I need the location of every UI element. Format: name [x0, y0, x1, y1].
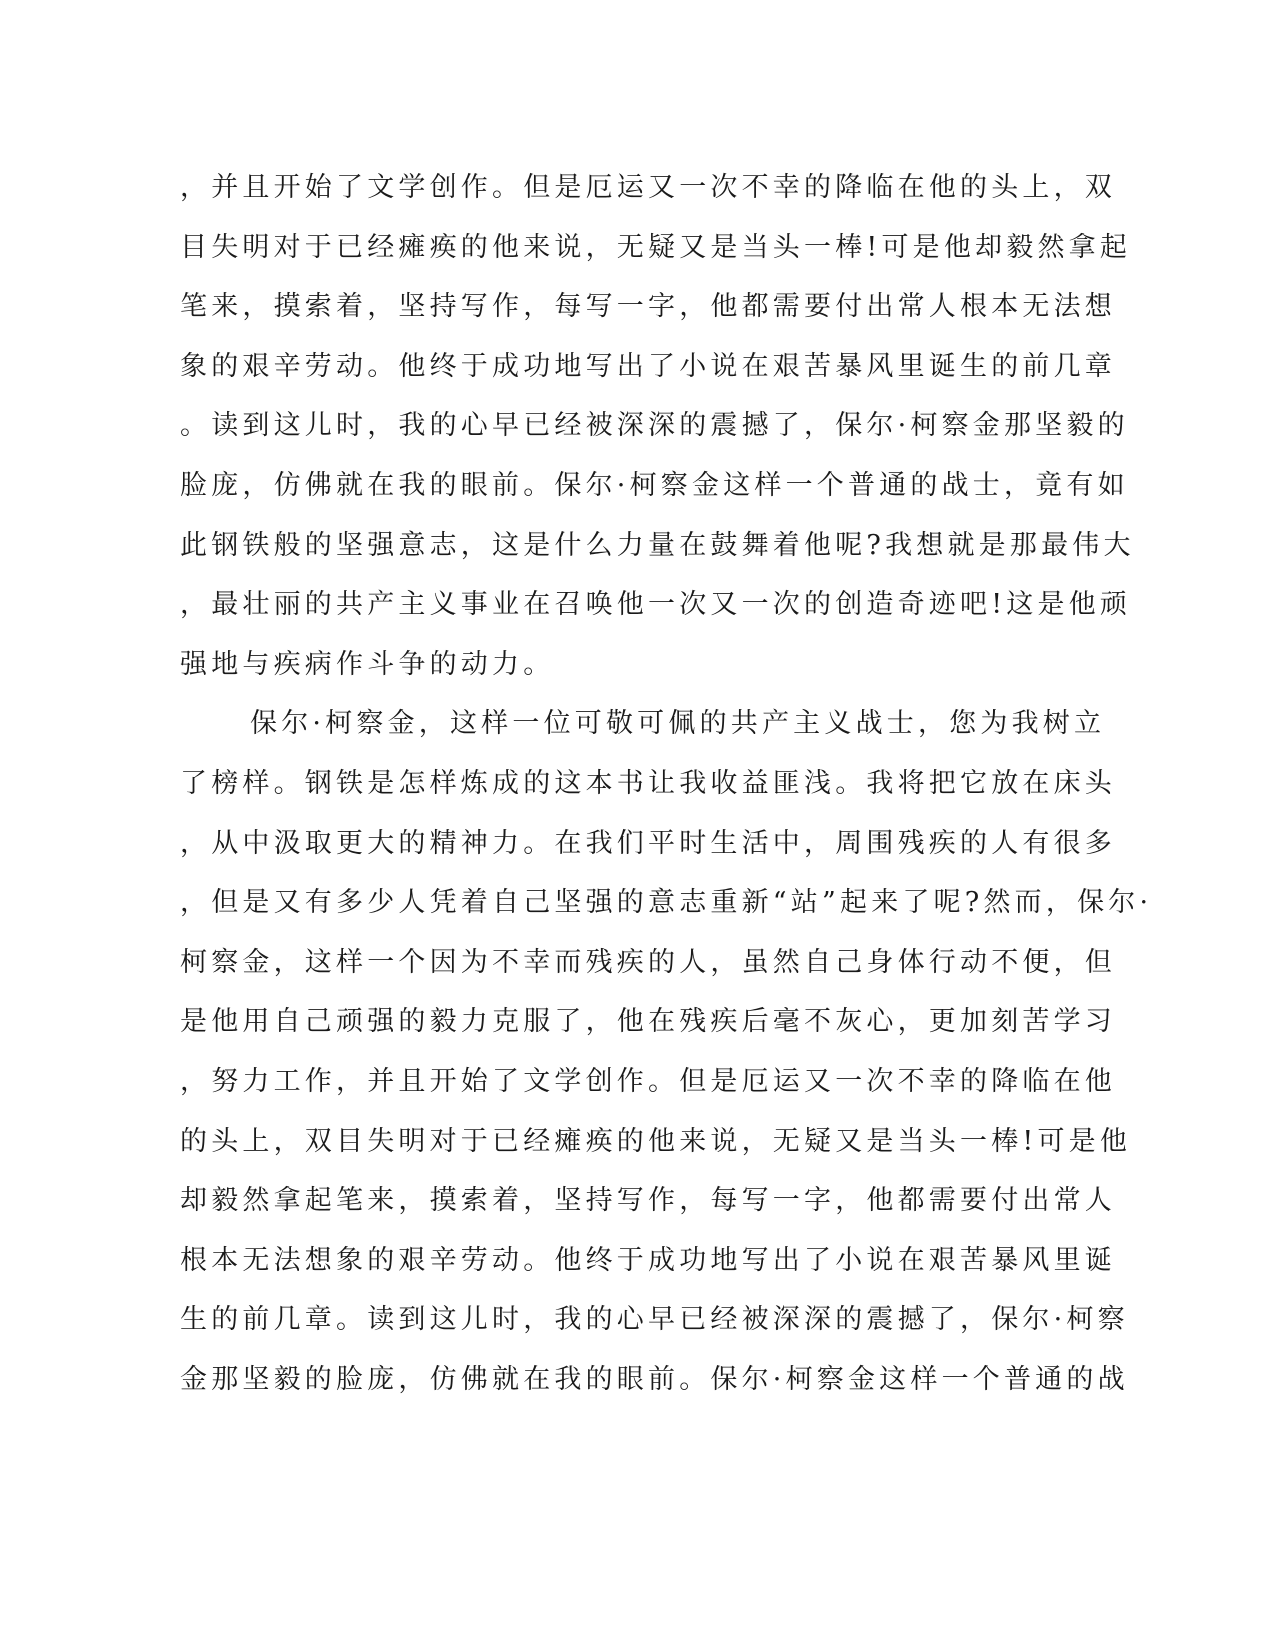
text-line: 是他用自己顽强的毅力克服了，他在残疾后毫不灰心，更加刻苦学习: [180, 1006, 1116, 1038]
text-line: 象的艰辛劳动。他终于成功地写出了小说在艰苦暴风里诞生的前几章: [180, 350, 1116, 382]
text-line: 生的前几章。读到这儿时，我的心早已经被深深的震撼了，保尔·柯察: [180, 1304, 1129, 1336]
text-line: 却毅然拿起笔来，摸索着，坚持写作，每写一字，他都需要付出常人: [180, 1185, 1116, 1217]
text-line: 脸庞，仿佛就在我的眼前。保尔·柯察金这样一个普通的战士，竟有如: [180, 469, 1129, 501]
text-line: 金那坚毅的脸庞，仿佛就在我的眼前。保尔·柯察金这样一个普通的战: [180, 1363, 1129, 1395]
paragraph-start-line: 保尔·柯察金，这样一位可敬可佩的共产主义战士，您为我树立: [250, 708, 1106, 740]
text-line: ，最壮丽的共产主义事业在召唤他一次又一次的创造奇迹吧!这是他顽: [180, 589, 1132, 621]
text-line: 目失明对于已经瘫痪的他来说，无疑又是当头一棒!可是他却毅然拿起: [180, 231, 1132, 263]
text-line: ，并且开始了文学创作。但是厄运又一次不幸的降临在他的头上，双: [180, 172, 1116, 203]
text-line: 强地与疾病作斗争的动力。: [180, 648, 555, 680]
text-line: 。读到这儿时，我的心早已经被深深的震撼了，保尔·柯察金那坚毅的: [180, 410, 1129, 442]
text-line: ，从中汲取更大的精神力。在我们平时生活中，周围残疾的人有很多: [180, 827, 1116, 859]
body-text: [180, 158, 1153, 1409]
text-line: 柯察金，这样一个因为不幸而残疾的人，虽然自己身体行动不便，但: [180, 946, 1116, 978]
text-line: 此钢铁般的坚强意志，这是什么力量在鼓舞着他呢?我想就是那最伟大: [180, 529, 1135, 561]
text-line: 的头上，双目失明对于已经瘫痪的他来说，无疑又是当头一棒!可是他: [180, 1125, 1132, 1157]
text-line: ，但是又有多少人凭着自己坚强的意志重新“站”起来了呢?然而，保尔·: [180, 887, 1153, 919]
text-line: 根本无法想象的艰辛劳动。他终于成功地写出了小说在艰苦暴风里诞: [180, 1244, 1116, 1276]
text-line: ，努力工作，并且开始了文学创作。但是厄运又一次不幸的降临在他: [180, 1065, 1116, 1097]
text-line: 了榜样。钢铁是怎样炼成的这本书让我收益匪浅。我将把它放在床头: [180, 767, 1116, 799]
text-line: 笔来，摸索着，坚持写作，每写一字，他都需要付出常人根本无法想: [180, 291, 1116, 323]
